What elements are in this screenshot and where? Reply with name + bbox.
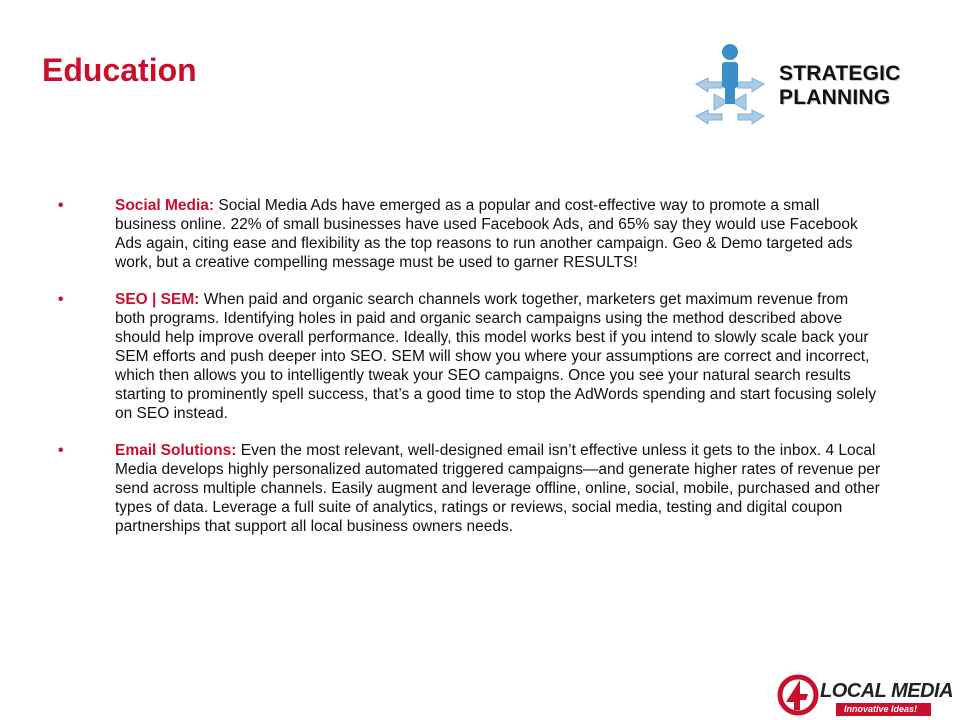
local-media-emblem-icon (780, 677, 816, 713)
bullet-body: Even the most relevant, well-designed email isn’t effective unless it gets to the inbox. 4 Local Media develops highly personalized automated triggered campaigns—and generate higher rates of revenue per send across multiple channels. Easily augment and leverage offline, online, social, mobile, purchased and other types of data. Leverage a full suite of analytics, ratings or reviews, social media, testing and digital coupon partnerships that support all local business owners needs. (115, 442, 881, 535)
bullet-body: When paid and organic search channels work together, marketers get maximum revenue from both programs. Identifying holes in paid and organic search campaigns using the method described above should help improve overall performance. Ideally, this model works best if you intend to slowly scale back your SEM efforts and push deeper into SEO. SEM will show you where your assumptions are correct and incorrect, which then allows you to intelligently tweak your SEO campaigns. Once you see your natural search results starting to prominently spell success, that’s a good time to stop the AdWords spending and start focusing solely on SEO instead. (115, 291, 877, 422)
person-arrows-icon (696, 44, 764, 124)
bullet-heading: Social Media: (115, 197, 215, 214)
logo-line-2: PLANNING (779, 86, 891, 109)
bullet-heading: Email Solutions: (115, 442, 237, 459)
bullet-heading: SEO | SEM: (115, 291, 200, 308)
local-media-wordmark: LOCAL MEDIA (820, 680, 954, 702)
bullet-list (56, 196, 882, 554)
bullet-dot: • (58, 197, 64, 214)
logo-line-1: STRATEGIC (779, 62, 901, 85)
bullet-body: Social Media Ads have emerged as a popular and cost-effective way to promote a small business online. 22% of small businesses have used Facebook Ads, and 65% say they would use Facebook Ads again, citing ease and flexibility as the top reasons to run another campaign. Geo & Demo targeted ads work, but a creative compelling message must be used to garner RESULTS! (115, 197, 858, 271)
strategic-planning-wordmark (779, 62, 901, 110)
local-media-tagline: Innovative Ideas! (836, 703, 931, 716)
bullet-social-media (56, 196, 882, 272)
bullet-email-solutions (56, 441, 882, 536)
bullet-dot: • (58, 442, 64, 459)
bullet-dot: • (58, 291, 64, 308)
bullet-seo-sem (56, 290, 882, 423)
slide-title: Education (42, 52, 197, 88)
